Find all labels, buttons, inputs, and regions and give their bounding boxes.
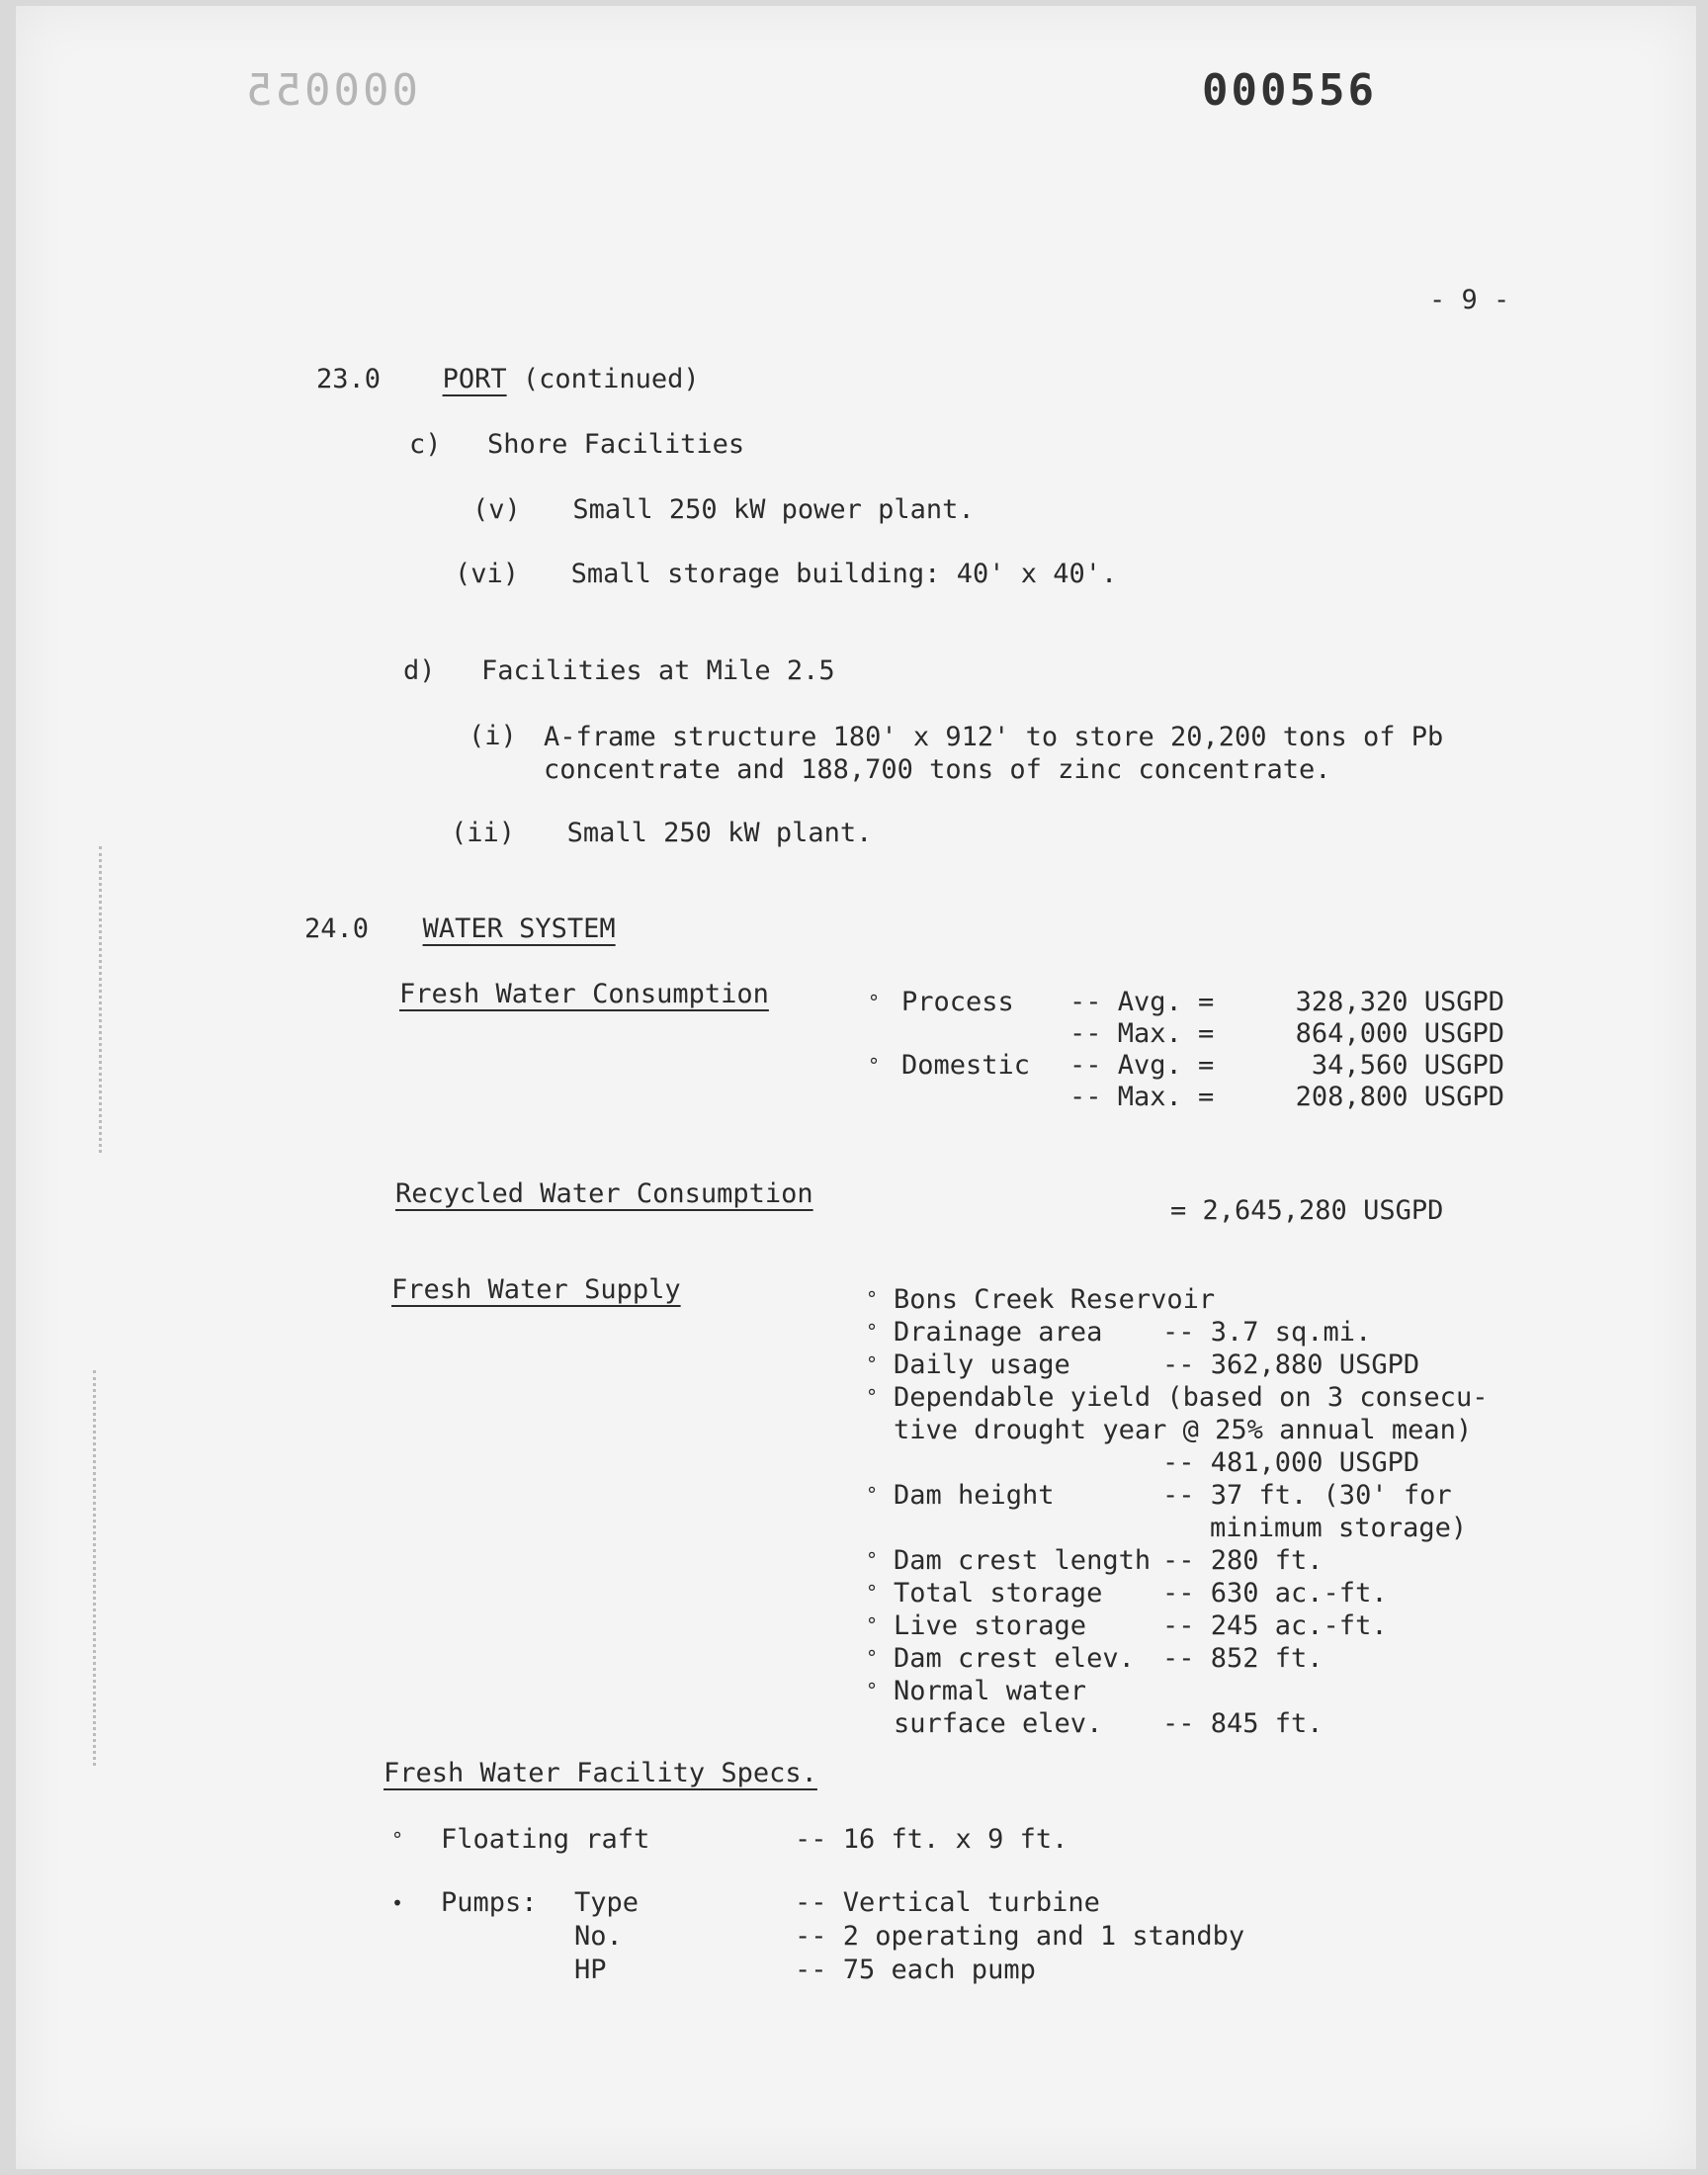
document-stamp-number: 000556: [1202, 65, 1377, 116]
bullet: °: [866, 1483, 879, 1507]
spec-sublabel: Type: [574, 1887, 640, 1918]
bullet: °: [866, 1581, 879, 1605]
item-label: (v): [472, 494, 521, 525]
item-text: Small storage building: 40' x 40'.: [570, 559, 1118, 589]
supply-label: tive drought year @ 25% annual mean): [894, 1415, 1473, 1445]
spec-value: -- 75 each pump: [795, 1955, 1036, 1985]
page-number: - 9 -: [1429, 285, 1510, 315]
bullet: °: [866, 1548, 879, 1572]
fresh-water-supply-heading: Fresh Water Supply: [391, 1274, 681, 1305]
supply-label: Dam crest elev.: [894, 1643, 1135, 1674]
item-i: [469, 721, 517, 751]
item-ii: [451, 818, 872, 848]
bullet: °: [866, 1613, 879, 1637]
recycled-water-value: = 2,645,280 USGPD: [1170, 1195, 1444, 1226]
section-title: PORT: [442, 364, 507, 394]
supply-value: -- 630 ac.-ft.: [1162, 1578, 1388, 1609]
consumption-kind: -- Avg. =: [1069, 1050, 1215, 1081]
item-v: [472, 494, 975, 525]
supply-label: Dependable yield (based on 3 consecu-: [894, 1382, 1489, 1413]
consumption-value: 34,560 USGPD: [1311, 1050, 1504, 1081]
section-24-heading: [304, 914, 616, 944]
item-text-line: A-frame structure 180' x 912' to store 20,200 tons of Pb: [544, 722, 1444, 752]
spec-value: -- Vertical turbine: [795, 1887, 1100, 1918]
supply-label: Total storage: [894, 1578, 1103, 1609]
consumption-value: 864,000 USGPD: [1295, 1018, 1504, 1049]
bullet: °: [866, 1679, 879, 1702]
item-text: Small 250 kW power plant.: [572, 494, 975, 525]
item-label: d): [403, 655, 436, 686]
margin-dots: [93, 1370, 99, 1766]
document-page: [16, 6, 1696, 2169]
item-text-line: concentrate and 188,700 tons of zinc concentrate.: [544, 754, 1331, 785]
item-c: [409, 429, 744, 460]
section-number: 23.0: [316, 364, 382, 394]
item-label: (vi): [455, 559, 520, 589]
spec-label: Pumps:: [441, 1887, 538, 1918]
spec-value: -- 2 operating and 1 standby: [795, 1921, 1245, 1952]
supply-label: Dam crest length: [894, 1545, 1152, 1576]
margin-dots: [99, 846, 105, 1153]
spec-value: -- 16 ft. x 9 ft.: [795, 1824, 1068, 1855]
supply-label: Dam height: [894, 1480, 1055, 1511]
recycled-water-heading: Recycled Water Consumption: [395, 1178, 813, 1209]
supply-value: -- 845 ft.: [1162, 1708, 1324, 1739]
bullet: °: [868, 991, 881, 1014]
facility-specs-list: [391, 1823, 1309, 1987]
supply-value: -- 852 ft.: [1162, 1643, 1324, 1674]
consumption-table: [868, 987, 1504, 1113]
bullet: °: [391, 1828, 404, 1852]
consumption-value: 208,800 USGPD: [1295, 1082, 1504, 1112]
supply-value: -- 245 ac.-ft.: [1162, 1610, 1388, 1641]
consumption-kind: -- Max. =: [1069, 1018, 1215, 1049]
section-number: 24.0: [304, 914, 370, 944]
item-text: Facilities at Mile 2.5: [481, 655, 835, 686]
supply-value: -- 3.7 sq.mi.: [1162, 1317, 1372, 1348]
consumption-kind: -- Max. =: [1069, 1082, 1215, 1112]
supply-value: -- 280 ft.: [1162, 1545, 1324, 1576]
bullet: °: [866, 1385, 879, 1409]
supply-value: minimum storage): [1210, 1513, 1468, 1543]
fresh-water-consumption-heading: Fresh Water Consumption: [399, 979, 769, 1009]
section-23-heading: [316, 364, 700, 394]
item-vi: [455, 559, 1117, 589]
reservoir-name: Bons Creek Reservoir: [894, 1284, 1216, 1315]
item-label: (i): [469, 721, 517, 751]
consumption-kind: -- Avg. =: [1069, 987, 1215, 1017]
consumption-value: 328,320 USGPD: [1295, 987, 1504, 1017]
item-text: Shore Facilities: [487, 429, 745, 460]
section-title-suffix: (continued): [522, 364, 700, 394]
mirrored-stamp: 000055: [243, 65, 418, 116]
supply-label: Live storage: [894, 1610, 1087, 1641]
spec-label: Floating raft: [441, 1824, 650, 1855]
consumption-category: Domestic: [901, 1050, 1031, 1081]
supply-label: Daily usage: [894, 1349, 1070, 1380]
supply-label: surface elev.: [894, 1708, 1103, 1739]
section-title: WATER SYSTEM: [422, 914, 616, 944]
bullet: °: [866, 1320, 879, 1344]
bullet: °: [866, 1646, 879, 1670]
bullet: °: [866, 1287, 879, 1311]
item-i-text: [544, 721, 1443, 786]
item-d: [403, 655, 835, 686]
fresh-water-supply-details: [866, 1283, 1518, 1740]
supply-label: Normal water: [894, 1676, 1087, 1706]
item-text: Small 250 kW plant.: [566, 818, 873, 848]
item-label: (ii): [451, 818, 516, 848]
supply-value: -- 481,000 USGPD: [1162, 1447, 1420, 1478]
supply-value: -- 362,880 USGPD: [1162, 1349, 1420, 1380]
spec-sublabel: HP: [574, 1955, 607, 1985]
spec-sublabel: No.: [574, 1921, 623, 1952]
bullet: °: [868, 1054, 881, 1078]
consumption-category: Process: [901, 987, 1014, 1017]
item-label: c): [409, 429, 442, 460]
facility-specs-heading: Fresh Water Facility Specs.: [384, 1758, 817, 1788]
bullet: °: [866, 1352, 879, 1376]
supply-label: Drainage area: [894, 1317, 1103, 1348]
supply-value: -- 37 ft. (30' for: [1162, 1480, 1452, 1511]
bullet: •: [391, 1891, 404, 1915]
